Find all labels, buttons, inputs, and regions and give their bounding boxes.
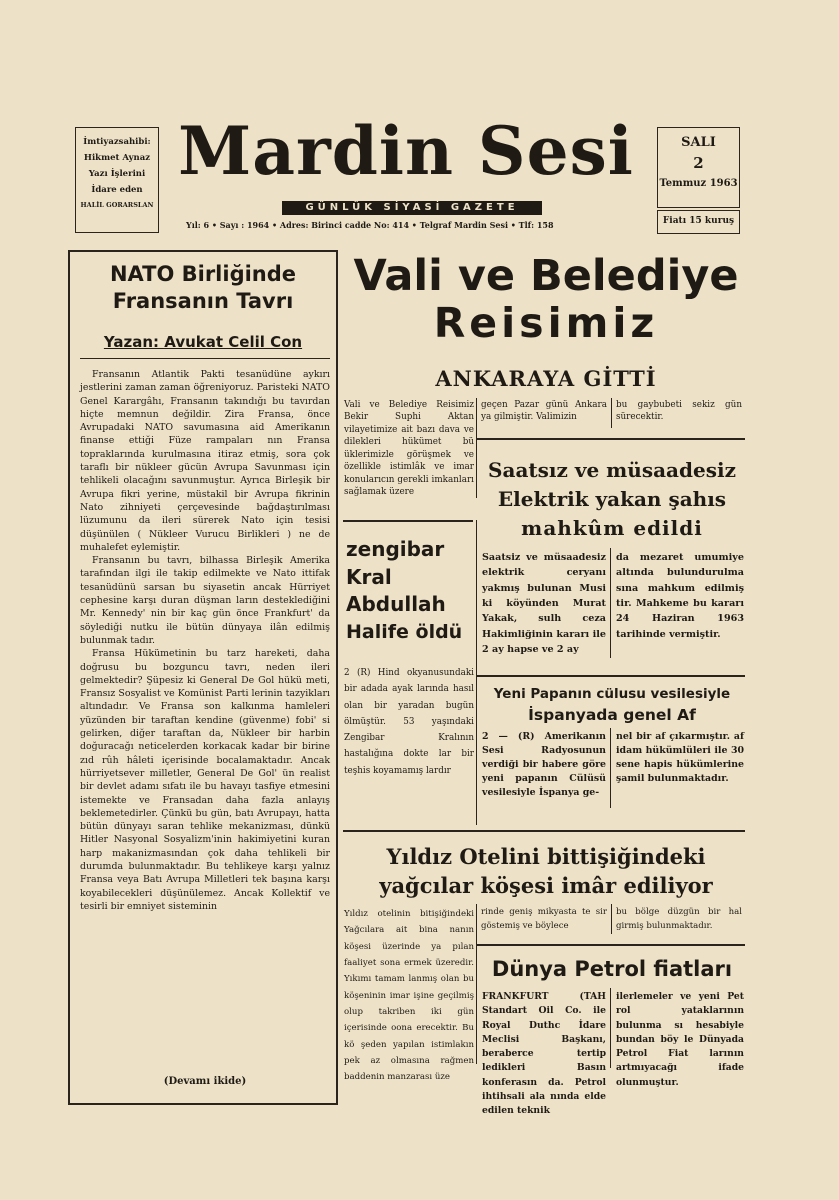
vali-headline-3: ANKARAYA GİTTİ xyxy=(435,366,657,391)
kral-headline xyxy=(346,536,474,645)
vali-headline-1: Vali ve Belediye xyxy=(353,251,739,301)
nato-headline-2: Fransanın Tavrı xyxy=(112,289,294,313)
kral-headline-line: Abdullah xyxy=(346,592,446,617)
saatsiz-headline-3: mahkûm edildi xyxy=(521,516,703,540)
vali-col-2: geçen Pazar günü Ankara ya gilmiştir. Valimizin xyxy=(481,400,607,423)
month-year: Temmuz 1963 xyxy=(659,178,738,189)
petrol-col-1: FRANKFURT (TAH Standart Oil Co. ile Royal Duthc İdare Meclisi Başkanı, beraberce tertip ledikleri Basın konferasın da. Petrol ihtihsali ala nında elde edilen teknik xyxy=(482,991,606,1116)
nato-paragraph: Fransa Hükümetinin bu tarz hareketi, daha doğrusu bu bozguncu tavrı, neden ileri gelmektedir? Şüpesiz ki General De Gol hükü meti, Fransız Sosyalist ve Komünist Parti lerinin tazyikları altındadır. Ve Fransa son kalkınma hamleleri yüzünden bir taraftan kendine (güvenme) fobi' si gelirken, diğer taraftan da, Nükleer bir harbin doğuracağı neticelerden korkacak kadar bir birine zıd rûh hâleti içerisinde bocalamaktadır. Ancak hürriyetsever milletler, General De Gol' ün realist bir devlet adamı sıfatı ile bu havayı tasfiye etmesini istemekte ve Fransadan daha fazla anlayış beklemetedirler. Çünkü bu gün, batı Avrupayı, hatta bütün dünyayı saran tehlike mekanizması, dünkü Hitler Nasyonal Sosyalizm'inin hakimiyetini kuran harp makanizmasından çok daha tehlikeli bir durumda bulunmaktadır. Bu tehlikeye karşı yalnız Fransa veya Batı Avrupa Milletleri tek başına karşı koyabilecekleri düşünülemez. Ancak Kollektif ve tesirli bir emniyet sisteminin xyxy=(80,648,330,912)
yildiz-col-rule xyxy=(611,904,612,934)
manager-name: HALİL GORARSLAN xyxy=(80,200,154,209)
day-number: 2 xyxy=(693,154,704,172)
yildiz-headline-2: yağcılar köşesi imâr ediliyor xyxy=(379,873,713,898)
vali-headline-2: Reisimiz xyxy=(433,299,659,347)
masthead-info-line: Yıl: 6 • Sayı : 1964 • Adres: Birinci cadde No: 414 • Telgraf Mardin Sesi • Tlf: 158 xyxy=(186,220,554,230)
day-name: SALI xyxy=(681,135,716,150)
yildiz-col-3: bu bölge düzgün bir hal girmiş bulunmaktadır. xyxy=(616,907,742,931)
papa-col-1: 2 — (R) Amerikanın Sesi Radyosunun verdiği bir habere göre yeni papanın Cülüsü vesilesiyle İspanya ge- xyxy=(482,731,606,799)
yildiz-col-2: rinde geniş mikyasta te sir göstemiş ve böylece xyxy=(481,907,607,931)
yildiz-col-1: Yıldız otelinin bitişiğindeki Yağcılara ait bina nanın köşesi üzerinde ya pılan faaliyet sona ermek üzeredir. Yıkımı tamam lanmış olan bu köşeninin imar işine geçilmiş olup takriben iki gün içerisinde oona erecektir. Bu kö şeden yapılan istimlakın pek az olmasına rağmen baddenin manzarası üze xyxy=(344,909,474,1083)
saatsiz-col-rule xyxy=(610,548,611,658)
yildiz-headline-1: Yıldız Otelini bittişiğindeki xyxy=(386,844,706,869)
vali-col-rule xyxy=(476,398,477,498)
saatsiz-bottom-rule xyxy=(477,675,745,677)
petrol-headline: Dünya Petrol fiatları xyxy=(491,957,733,981)
nato-divider xyxy=(80,358,330,359)
kral-headline-line: Halife öldü xyxy=(346,620,463,643)
petrol-col-rule xyxy=(610,988,611,1068)
newspaper-title: Mardin Sesi xyxy=(178,112,634,190)
kral-col-rule xyxy=(476,520,477,825)
newspaper-subtitle: GÜNLÜK SİYASİ GAZETE xyxy=(282,201,542,215)
saatsiz-col-1: Saatsiz ve müsaadesiz elektrik ceryanı yakmış bulunan Musi ki köyünden Murat Yakak, sulh ceza Hakimliğinin kararı ile 2 ay hapse ve 2 ay xyxy=(482,552,606,656)
papa-headline-2: İspanyada genel Af xyxy=(528,706,696,724)
saatsiz-headline-1: Saatsız ve müsaadesiz xyxy=(488,458,736,482)
papa-col-rule xyxy=(610,728,611,808)
vali-bottom-rule xyxy=(477,438,745,440)
nato-headline-1: NATO Birliğinde xyxy=(109,262,297,286)
papa-headline-1: Yeni Papanın cülusu vesilesiyle xyxy=(493,686,731,702)
vali-col-1: Vali ve Belediye Reisimiz Bekir Suphi Aktan vilayetimize ait bazı dava ve dilekleri hükümet bü üklerimizle görüşmek ve özellikle istimlâk ve imar konularıcın gerekli imkanları sağlamak üzere xyxy=(344,400,474,498)
papa-bottom-rule xyxy=(343,830,745,832)
kral-top-rule xyxy=(343,520,473,522)
kral-headline-line: zengibar xyxy=(346,537,445,561)
date-box xyxy=(657,127,740,208)
vali-col-3: bu gaybubeti sekiz gün sürecektir. xyxy=(616,400,742,423)
editor-label: Yazı İşlerini xyxy=(88,169,146,180)
yildiz-col-rule xyxy=(476,904,477,1064)
papa-col-2: nel bir af çıkarmıştır. af idam hükümlüleri ile 30 sene hapis hükümlerine şamil bulunmaktadır. xyxy=(616,731,744,785)
yildiz-rule xyxy=(477,944,745,946)
imtiyaz-box xyxy=(75,127,159,233)
price-box xyxy=(657,210,740,234)
nato-byline: Yazan: Avukat Celil Con xyxy=(103,333,303,351)
kral-headline-line: Kral xyxy=(346,564,392,589)
nato-body xyxy=(80,368,330,913)
vali-col-rule xyxy=(611,398,612,428)
manager-label: İdare eden xyxy=(91,185,143,196)
saatsiz-headline-2: Elektrik yakan şahıs xyxy=(497,487,727,511)
nato-paragraph: Fransanın bu tavrı, bilhassa Birleşik Amerika tarafından ilgi ile takip edilmekte ve Nato ittifak tesanüdünü sarsan bu siyasetin ancak Hürriyet cephesine karşı duran düşman ların desteklediğini Mr. Kennedy' nin bir kaç gün önce Frankfurt' da söylediği nutku ile bütün dünyaya ilân edilmiş bulunmak tadır. xyxy=(80,555,330,646)
saatsiz-col-2: da mezaret umumiye altında bulundurulma sına mahkum edilmiş tir. Mahkeme bu kararı 24 Haziran 1963 tarihinde vermiştir. xyxy=(616,552,744,640)
price: Fiatı 15 kuruş xyxy=(662,216,735,226)
imtiyaz-label: İmtiyazsahibi: xyxy=(83,137,151,147)
kral-body: 2 (R) Hind okyanusundaki bir adada ayak larında hasıl olan bir yaradan bugün ölmüştür. 53 yaşındaki Zengibar Kralının hastalığına dokte lar bir teşhis koyamamış lardır xyxy=(344,668,474,776)
nato-paragraph: Fransanın Atlantik Pakti tesanüdüne aykırı jestlerini zaman zaman öğreniyoruz. Paristeki NATO Genel Karargâhı, Fransanın takındığı bu tavırdan hiçte memnun değildir. Zira Fransa, önce Avrupadaki NATO savumasına aid Amerikanın finanse ettiği Füze rampaları nın Fransa topraklarında kurulmasına itiraz etmiş, sora çok taraflı bir nükleer gücün Avrupa Savunması için tehlikeli olacağını savunmuştur. Ayrıca Birleşik bir Avrupa fikri yerine, müstakil bir Avrupa fikrinin Nato zihniyeti çerçevesinde bağdaştırılması lüzumunu da ileri sürerek Nato için tesisi düşünülen ( Nükleer Vurucu Birlikleri ) ne de muhalefet eylemiştir. xyxy=(80,369,330,553)
petrol-col-2: ilerlemeler ve yeni Pet rol yataklarının bulunma sı hesabiyle bundan böy le Dünyada Petrol Fiat larının artmıyacağı ifade olunmuştur. xyxy=(616,991,744,1088)
owner-name: Hikmet Aynaz xyxy=(83,153,151,164)
nato-continued: (Devamı ikide) xyxy=(163,1076,247,1087)
